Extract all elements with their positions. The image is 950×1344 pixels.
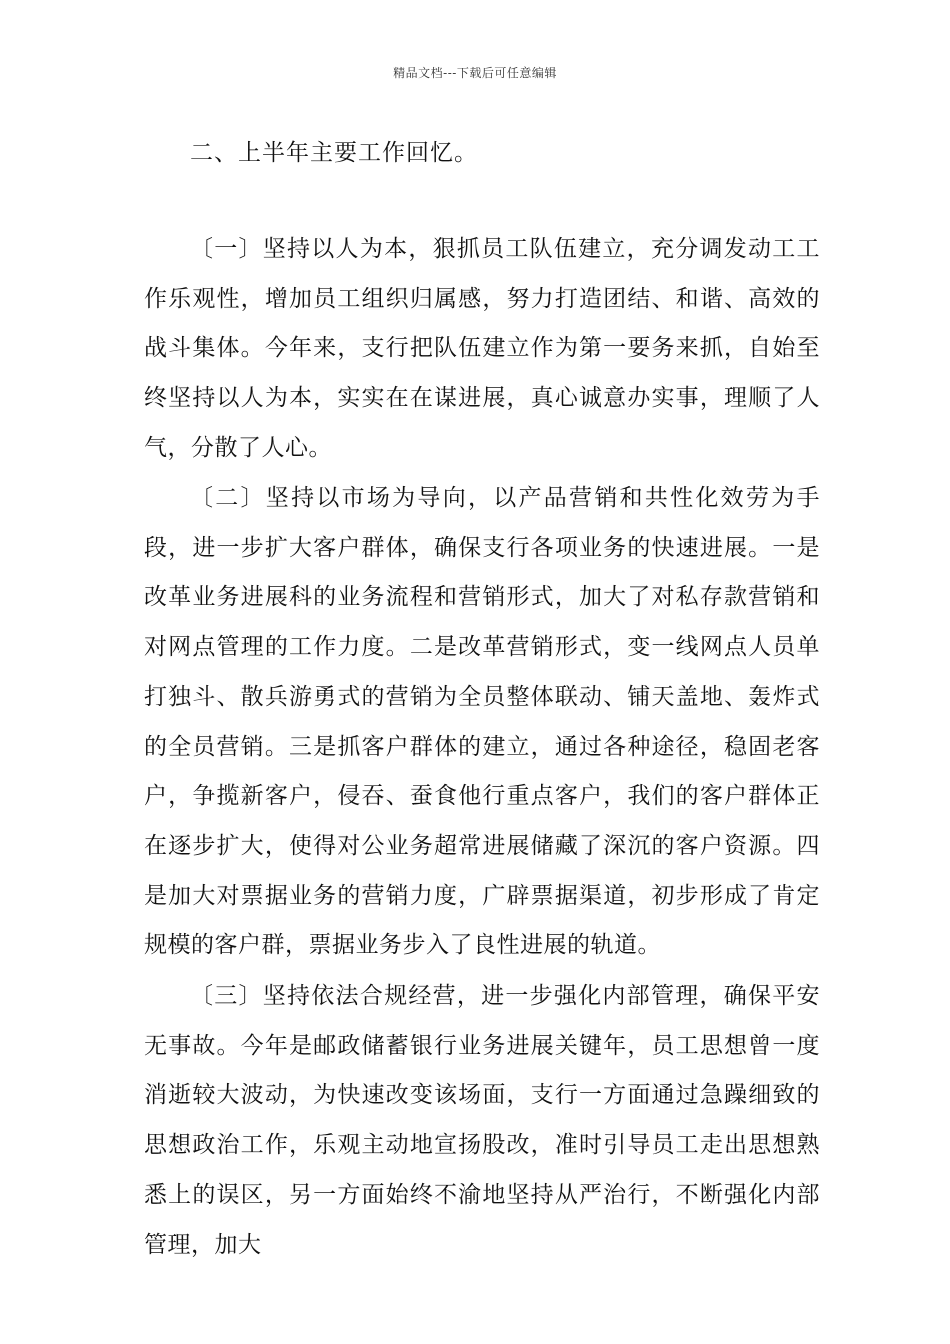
paragraph-2: 〔二〕坚持以市场为导向，以产品营销和共性化效劳为手段，进一步扩大客户群体，确保支行各项业务的快速进展。一是改革业务进展科的业务流程和营销形式，加大了对私存款营销和对网点管理的工作力度。二是改革营销形式，变一线网点人员单打独斗、散兵游勇式的营销为全员整体联动、铺天盖地、轰炸式的全员营销。三是抓客户群体的建立，通过各种途径，稳固老客户，争揽新客户，侵吞、蚕食他行重点客户，我们的客户群体正在逐步扩大，使得对公业务超常进展储藏了深沉的客户资源。四是加大对票据业务的营销力度，广辟票据渠道，初步形成了肯定规模的客户群，票据业务步入了良性进展的轨道。 xyxy=(144,485,820,959)
paragraph-3: 〔三〕坚持依法合规经营，进一步强化内部管理，确保平安无事故。今年是邮政储蓄银行业务进展关键年，员工思想曾一度消逝较大波动，为快速改变该场面，支行一方面通过急躁细致的思想政治工作，乐观主动地宣扬股改，准时引导员工走出思想熟悉上的误区，另一方面始终不渝地坚持从严治行，不断强化内部管理，加大 xyxy=(144,983,820,1258)
paragraph-1: 〔一〕坚持以人为本，狠抓员工队伍建立，充分调发动工工作乐观性，增加员工组织归属感，努力打造团结、和谐、高效的战斗集体。今年来，支行把队伍建立作为第一要务来抓，自始至终坚持以人为本，实实在在谋进展，真心诚意办实事，理顺了人气，分散了人心。 xyxy=(144,236,820,461)
section-heading: 二、上半年主要工作回忆。 xyxy=(190,140,478,166)
page-header-note: 精品文档---下载后可任意编辑 xyxy=(393,66,557,80)
